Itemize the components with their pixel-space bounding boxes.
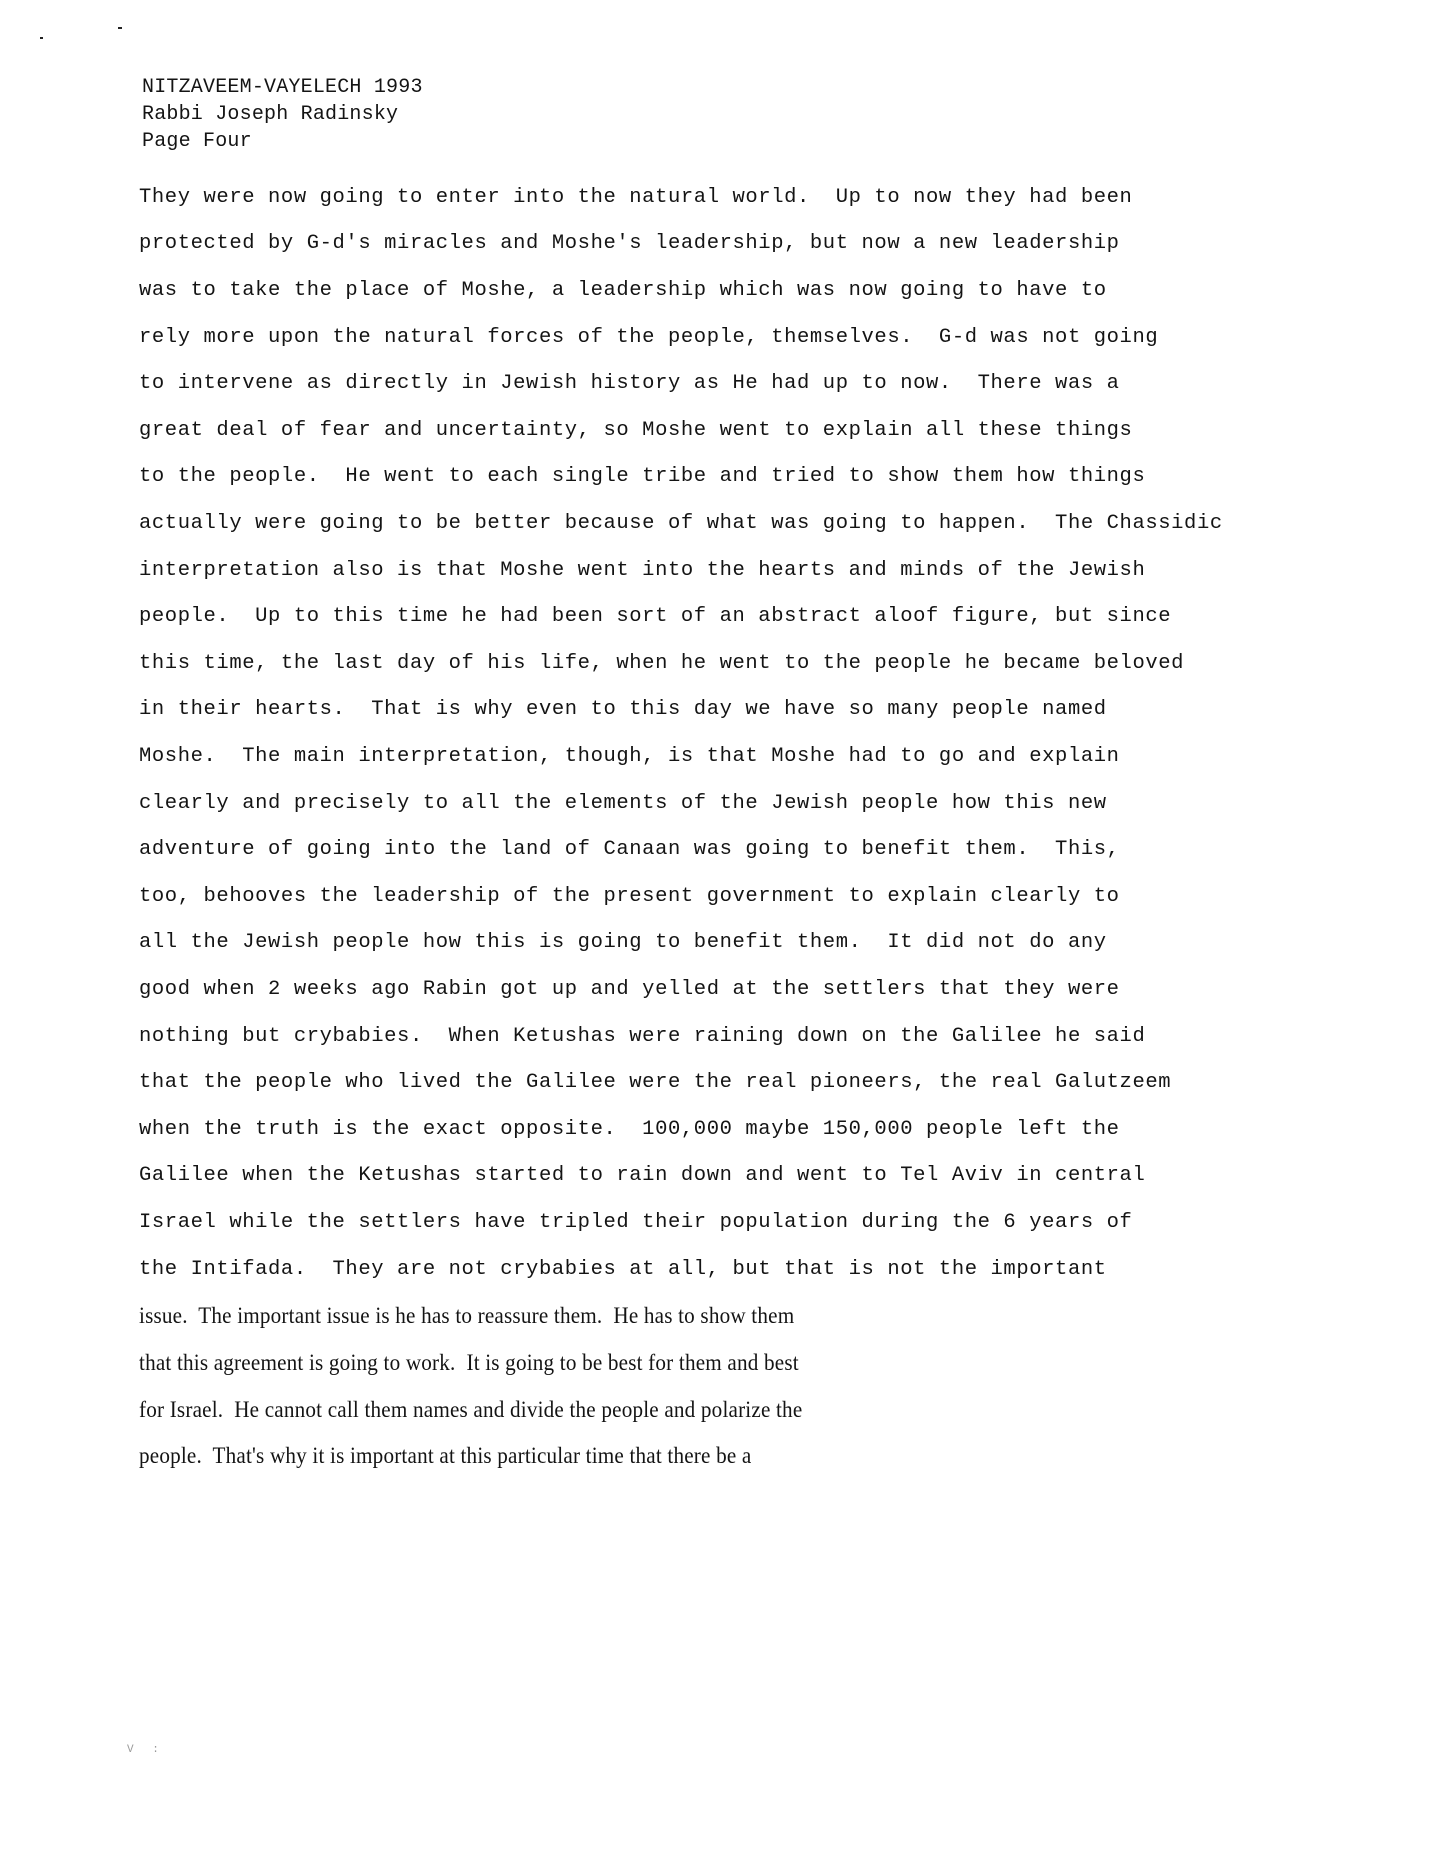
text-line: that the people who lived the Galilee were the real pioneers, the real Galutzeem: [139, 1071, 1172, 1094]
text-line: people. Up to this time he had been sort of an abstract aloof figure, but since: [139, 605, 1172, 628]
text-line: rely more upon the natural forces of the people, themselves. G-d was not going: [139, 326, 1159, 349]
text-line: to the people. He went to each single tribe and tried to show them how things: [139, 465, 1146, 488]
document-author: Rabbi Joseph Radinsky: [142, 103, 399, 126]
text-line: clearly and precisely to all the elements of the Jewish people how this new: [139, 792, 1107, 815]
text-line: that this agreement is going to work. It is going to be best for them and best: [139, 1350, 799, 1375]
scan-speck: [40, 37, 43, 39]
text-line: good when 2 weeks ago Rabin got up and yelled at the settlers that they were: [139, 978, 1120, 1001]
text-line: interpretation also is that Moshe went into the hearts and minds of the Jewish: [139, 559, 1146, 582]
text-line: protected by G-d's miracles and Moshe's leadership, but now a new leadership: [139, 232, 1120, 255]
text-line: Moshe. The main interpretation, though, is that Moshe had to go and explain: [139, 745, 1120, 768]
text-line: Galilee when the Ketushas started to rain down and went to Tel Aviv in central: [139, 1164, 1146, 1187]
text-line: in their hearts. That is why even to this day we have so many people named: [139, 698, 1107, 721]
text-line: the Intifada. They are not crybabies at all, but that is not the important: [139, 1258, 1107, 1281]
text-line: too, behooves the leadership of the present government to explain clearly to: [139, 885, 1120, 908]
text-line: Israel while the settlers have tripled their population during the 6 years of: [139, 1211, 1133, 1234]
text-line: great deal of fear and uncertainty, so Moshe went to explain all these things: [139, 419, 1133, 442]
scan-footer-mark: V :: [127, 1744, 165, 1756]
scan-speck: [118, 27, 122, 29]
text-line: They were now going to enter into the natural world. Up to now they had been: [139, 186, 1133, 209]
document-header: [142, 74, 423, 155]
text-line: issue. The important issue is he has to reassure them. He has to show them: [139, 1303, 795, 1328]
text-line: this time, the last day of his life, when he went to the people he became beloved: [139, 652, 1185, 675]
text-line: was to take the place of Moshe, a leadership which was now going to have to: [139, 279, 1107, 302]
text-line: actually were going to be better because of what was going to happen. The Chassidic: [139, 512, 1223, 535]
text-line: all the Jewish people how this is going to benefit them. It did not do any: [139, 931, 1107, 954]
text-line: nothing but crybabies. When Ketushas were raining down on the Galilee he said: [139, 1025, 1146, 1048]
text-line: people. That's why it is important at this particular time that there be a: [139, 1443, 752, 1468]
text-line: adventure of going into the land of Canaan was going to benefit them. This,: [139, 838, 1120, 861]
document-title: NITZAVEEM-VAYELECH 1993: [142, 76, 423, 99]
page-label: Page Four: [142, 130, 252, 153]
text-line: when the truth is the exact opposite. 100,000 maybe 150,000 people left the: [139, 1118, 1120, 1141]
text-line: to intervene as directly in Jewish history as He had up to now. There was a: [139, 372, 1120, 395]
text-line: for Israel. He cannot call them names and divide the people and polarize the: [139, 1397, 803, 1422]
